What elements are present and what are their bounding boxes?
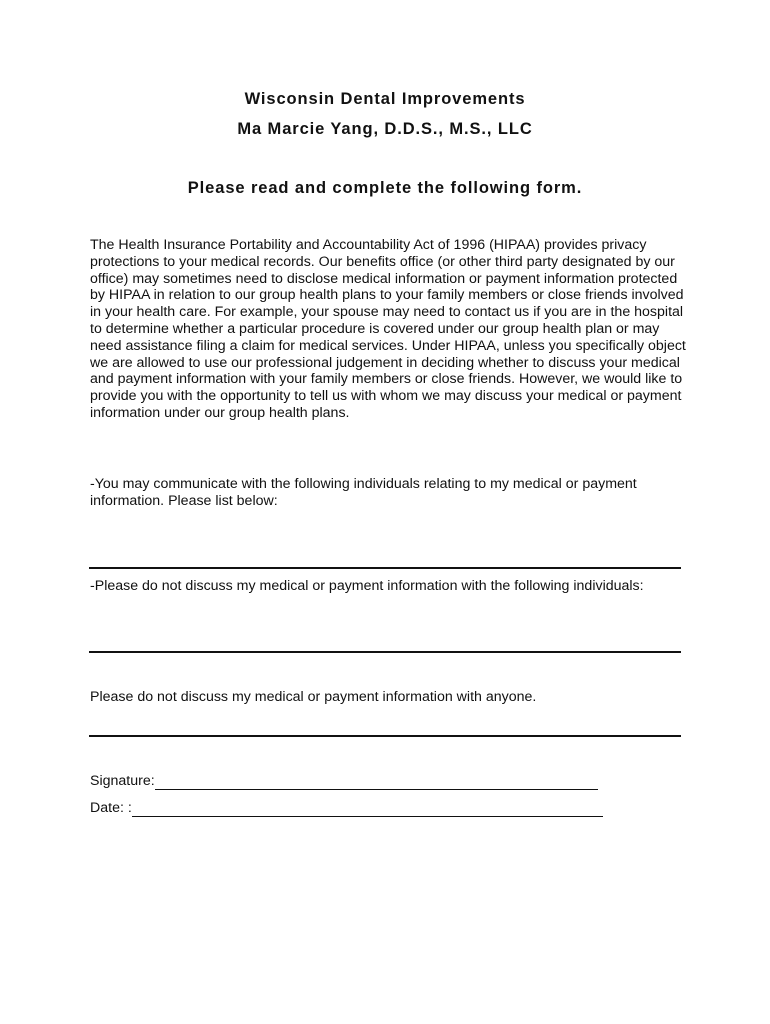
signature-field[interactable] (155, 775, 598, 790)
practice-name: Wisconsin Dental Improvements (244, 90, 526, 108)
communicate-individuals-prompt: -You may communicate with the following individuals relating to my medical or payment information. Please list below: (90, 476, 637, 509)
communicate-individuals-line[interactable] (89, 567, 681, 569)
signature-label: Signature: (90, 773, 155, 789)
do-not-discuss-anyone-prompt: Please do not discuss my medical or payment information with anyone. (90, 689, 537, 705)
form-instruction: Please read and complete the following form. (187, 179, 583, 197)
doctor-name: Ma Marcie Yang, D.D.S., M.S., LLC (237, 120, 533, 138)
do-not-discuss-individuals-prompt: -Please do not discuss my medical or payment information with the following individuals: (90, 578, 644, 594)
signature-row (90, 773, 598, 790)
date-row (90, 800, 603, 817)
hipaa-intro-paragraph: The Health Insurance Portability and Accountability Act of 1996 (HIPAA) provides privacy protections to your medical records. Our benefits office (or other third party designated by our office) may sometimes need to disclose medical information or payment information protected by HIPAA in relation to our group health plans to your family members or close friends involved in your health care. For example, your spouse may need to contact us if you are in the hospital to determine whether a particular procedure is covered under our group health plan or may need assistance filing a claim for medical services. Under HIPAA, unless you specifically object we are allowed to use our professional judgement in deciding whether to discuss your medical and payment information with your family members or close friends. However, we would like to provide you with the opportunity to tell us with whom we may discuss your medical or payment information under our group health plans. (90, 237, 686, 421)
do-not-discuss-anyone-line[interactable] (89, 735, 681, 737)
do-not-discuss-individuals-line[interactable] (89, 651, 681, 653)
date-field[interactable] (132, 802, 603, 817)
date-label: Date: : (90, 800, 132, 816)
